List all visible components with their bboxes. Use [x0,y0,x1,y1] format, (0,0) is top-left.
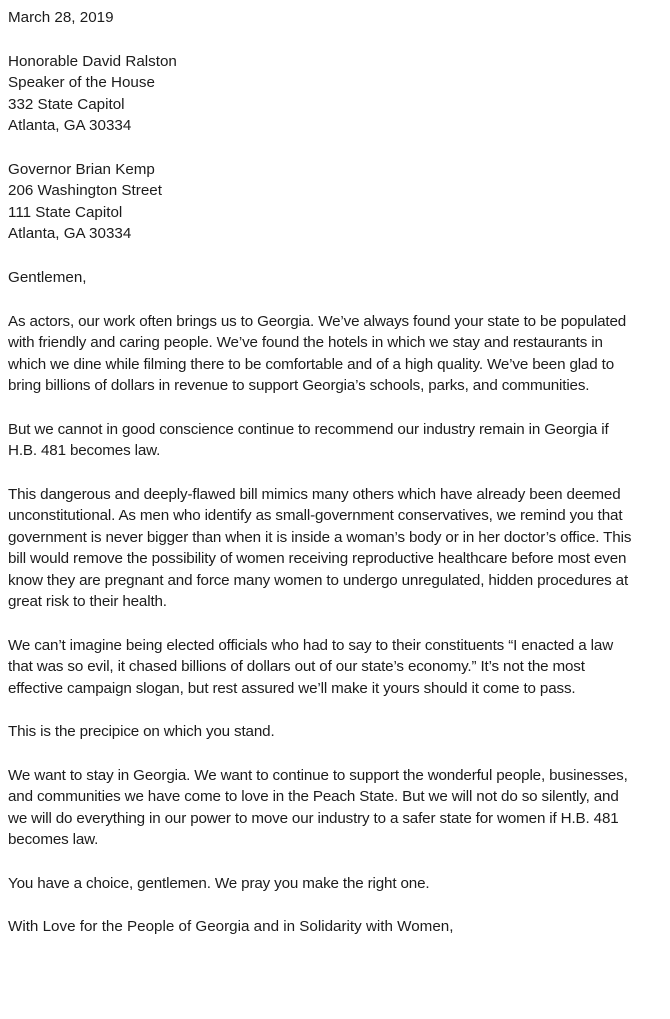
paragraph-line: and communities we have come to love in the Peach State. But we will not do so silently, and [8,788,619,805]
recipient-line: Speaker of the House [8,74,155,91]
paragraph-line: We can’t imagine being elected officials who had to say to their constituents “I enacted a law [8,637,614,654]
paragraph-line: As actors, our work often brings us to Georgia. We’ve always found your state to be populated [8,313,627,330]
paragraph-line: H.B. 481 becomes law. [8,442,161,459]
recipient-line: Atlanta, GA 30334 [8,225,132,242]
paragraph-line: great risk to their health. [8,593,167,610]
paragraph-line: government is never bigger than when it is inside a woman’s body or in her doctor’s office. This [8,529,632,546]
paragraph-line: with friendly and caring people. We’ve found the hotels in which we stay and restaurants in [8,334,603,351]
recipient-line: Governor Brian Kemp [8,161,155,178]
paragraph-line: You have a choice, gentlemen. We pray you make the right one. [8,875,430,892]
closing: With Love for the People of Georgia and in Solidarity with Women, [8,918,454,935]
paragraph-line: This dangerous and deeply-flawed bill mimics many others which have already been deemed [8,486,621,503]
paragraph-line: which we dine while filming there to be comfortable and of a high quality. We’ve been glad to [8,356,615,373]
paragraph-line: bill would remove the possibility of women receiving reproductive healthcare before most even [8,550,627,567]
paragraph-line: know they are pregnant and force many women to undergo unregulated, hidden procedures at [8,572,629,589]
recipient-line: Atlanta, GA 30334 [8,117,132,134]
paragraph-line: unconstitutional. As men who identify as small-government conservatives, we remind you that [8,507,623,524]
recipient-line: 111 State Capitol [8,204,123,221]
paragraph-line: But we cannot in good conscience continue to recommend our industry remain in Georgia if [8,421,609,438]
paragraph-line: bring billions of dollars in revenue to support Georgia’s schools, parks, and communities. [8,377,590,394]
paragraph-line: This is the precipice on which you stand. [8,723,275,740]
recipient-line: 206 Washington Street [8,182,162,199]
paragraph-line: We want to stay in Georgia. We want to continue to support the wonderful people, businesses, [8,767,628,784]
letter-date: March 28, 2019 [8,9,114,26]
paragraph-line: we will do everything in our power to move our industry to a safer state for women if H.B. 481 [8,810,619,827]
recipient-line: 332 State Capitol [8,96,125,113]
paragraph-line: that was so evil, it chased billions of dollars out of our state’s economy.” It’s not the most [8,658,585,675]
paragraph-line: becomes law. [8,831,99,848]
salutation: Gentlemen, [8,269,87,286]
paragraph-line: effective campaign slogan, but rest assured we’ll make it yours should it come to pass. [8,680,576,697]
recipient-line: Honorable David Ralston [8,53,177,70]
